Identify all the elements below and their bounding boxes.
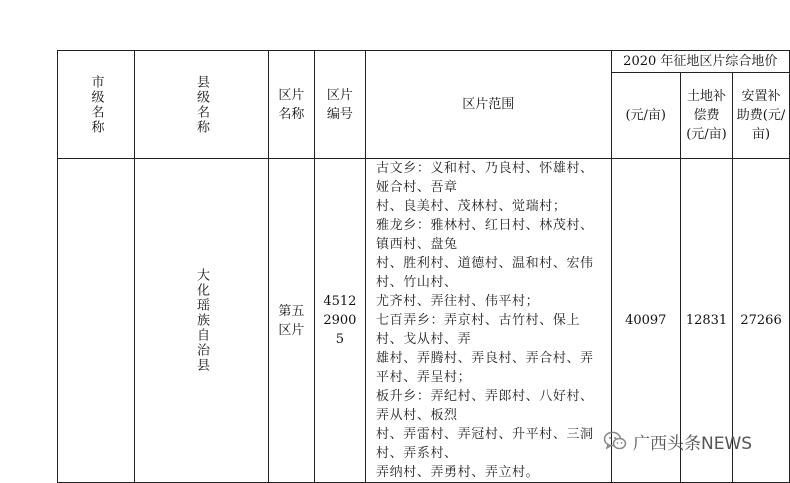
range-line: 板升乡：弄纪村、弄郎村、八好村、弄从村、板烈 [376, 389, 594, 423]
watermark-text: 广西头条NEWS [633, 433, 753, 454]
range-line: 雄村、弄腾村、弄良村、弄合村、弄平村、弄呈村； [376, 351, 594, 385]
wechat-icon [603, 430, 627, 452]
range-line: 村、弄雷村、弄冠村、升平村、三洞村、弄系村、 [376, 427, 594, 461]
cell-zone-range [366, 159, 612, 483]
range-line: 古文乡：义和村、乃良村、怀雄村、娅合村、吾章 [376, 161, 594, 195]
range-line: 尤齐村、弄往村、伟平村； [376, 294, 540, 309]
header-unit-price: (元/亩) [611, 73, 680, 159]
land-price-table [57, 50, 790, 483]
watermark [603, 430, 752, 452]
range-line: 村、良美村、茂林村、觉瑞村； [376, 199, 567, 214]
header-land-comp: 土地补偿费(元/亩) [680, 73, 732, 159]
range-line: 弄纳村、弄勇村、弄立村。 [376, 465, 540, 480]
range-line: 七百弄乡：弄京村、古竹村、保上村、戈从村、弄 [376, 313, 581, 347]
cell-resettle: 27266 [733, 159, 790, 483]
cell-zone-name: 第五区片 [269, 159, 315, 483]
header-resettle: 安置补助费(元/亩) [733, 73, 790, 159]
cell-city [58, 159, 135, 483]
header-zone-code: 区片编号 [314, 51, 365, 159]
cell-land-comp: 12831 [680, 159, 732, 483]
cell-zone-code: 451229005 [314, 159, 365, 483]
header-zone-range: 区片范围 [366, 51, 612, 159]
header-zone-name: 区片名称 [269, 51, 315, 159]
range-line: 雅龙乡：雅林村、红日村、林茂村、镇西村、盘兔 [376, 218, 594, 252]
header-city: 市级名称 [58, 51, 135, 159]
header-price-group: 2020 年征地区片综合地价 [611, 51, 789, 73]
cell-unit-price: 40097 [611, 159, 680, 483]
header-county: 县级名称 [135, 51, 269, 159]
cell-county: 大化瑶族自治县 [135, 159, 269, 483]
range-line: 村、胜利村、道德村、温和村、宏伟村、竹山村、 [376, 256, 594, 290]
